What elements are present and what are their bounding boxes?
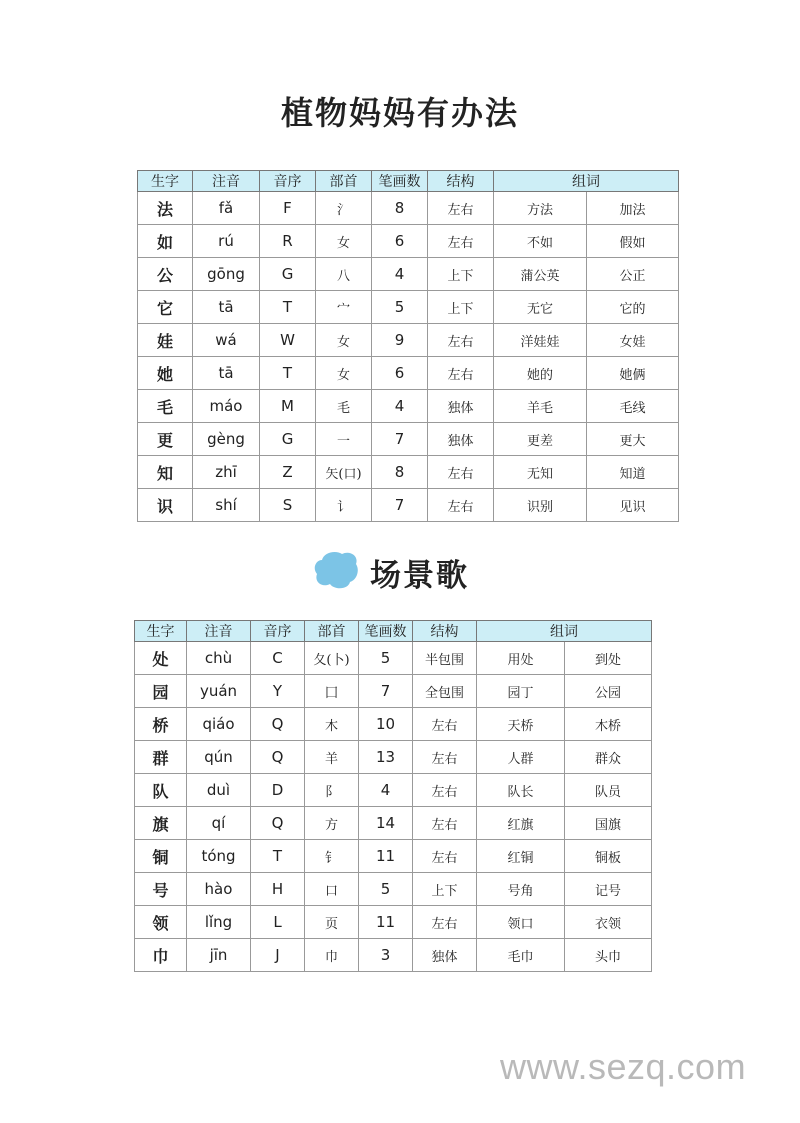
table-row bbox=[138, 192, 679, 225]
cell-char: 它 bbox=[138, 291, 193, 324]
cell-word-2: 国旗 bbox=[565, 807, 652, 840]
cell-word-2: 更大 bbox=[587, 423, 679, 456]
watermark-text: www.sezq.com bbox=[500, 1046, 747, 1087]
table-row bbox=[135, 807, 652, 840]
table-row bbox=[135, 939, 652, 972]
cell-word-1: 领口 bbox=[477, 906, 565, 939]
cell-initial: T bbox=[251, 840, 305, 873]
cell-structure: 上下 bbox=[428, 291, 494, 324]
section-2-heading bbox=[0, 548, 800, 598]
cell-char: 队 bbox=[135, 774, 187, 807]
cell-strokes: 7 bbox=[372, 489, 428, 522]
cell-word-1: 更差 bbox=[494, 423, 587, 456]
cell-strokes: 7 bbox=[372, 423, 428, 456]
cell-pinyin: qiáo bbox=[187, 708, 251, 741]
cell-radical: 方 bbox=[305, 807, 359, 840]
cell-word-1: 识别 bbox=[494, 489, 587, 522]
lesson-title-1: 植物妈妈有办法 bbox=[280, 94, 519, 132]
cell-structure: 独体 bbox=[428, 423, 494, 456]
cell-radical: 钅 bbox=[305, 840, 359, 873]
cell-char: 巾 bbox=[135, 939, 187, 972]
cell-word-2: 公正 bbox=[587, 258, 679, 291]
cell-char: 更 bbox=[138, 423, 193, 456]
cell-pinyin: qún bbox=[187, 741, 251, 774]
cell-initial: Y bbox=[251, 675, 305, 708]
cell-char: 桥 bbox=[135, 708, 187, 741]
cell-word-1: 蒲公英 bbox=[494, 258, 587, 291]
cell-strokes: 4 bbox=[372, 258, 428, 291]
header-words: 组词 bbox=[494, 171, 679, 192]
cell-strokes: 14 bbox=[359, 807, 413, 840]
cell-initial: Q bbox=[251, 741, 305, 774]
cell-pinyin: yuán bbox=[187, 675, 251, 708]
cell-word-1: 她的 bbox=[494, 357, 587, 390]
cell-initial: C bbox=[251, 642, 305, 675]
cell-word-2: 到处 bbox=[565, 642, 652, 675]
cell-radical: 羊 bbox=[305, 741, 359, 774]
table-header-row bbox=[135, 621, 652, 642]
cell-strokes: 11 bbox=[359, 906, 413, 939]
header-initial: 音序 bbox=[251, 621, 305, 642]
cell-initial: Z bbox=[260, 456, 316, 489]
cell-word-1: 红旗 bbox=[477, 807, 565, 840]
cell-word-2: 公园 bbox=[565, 675, 652, 708]
cell-radical: 页 bbox=[305, 906, 359, 939]
cell-word-2: 头巾 bbox=[565, 939, 652, 972]
cell-strokes: 10 bbox=[359, 708, 413, 741]
table-row bbox=[138, 456, 679, 489]
cell-strokes: 8 bbox=[372, 192, 428, 225]
cell-word-2: 衣领 bbox=[565, 906, 652, 939]
cell-word-2: 群众 bbox=[565, 741, 652, 774]
cell-structure: 左右 bbox=[413, 840, 477, 873]
table-row bbox=[135, 873, 652, 906]
cell-char: 领 bbox=[135, 906, 187, 939]
cell-radical: 毛 bbox=[316, 390, 372, 423]
cell-pinyin: duì bbox=[187, 774, 251, 807]
table-row bbox=[135, 642, 652, 675]
cell-initial: Q bbox=[251, 807, 305, 840]
header-strokes: 笔画数 bbox=[359, 621, 413, 642]
cell-char: 号 bbox=[135, 873, 187, 906]
cell-strokes: 8 bbox=[372, 456, 428, 489]
cell-radical: 女 bbox=[316, 225, 372, 258]
table-row bbox=[138, 291, 679, 324]
cell-word-1: 无知 bbox=[494, 456, 587, 489]
cell-word-2: 她俩 bbox=[587, 357, 679, 390]
cell-radical: 一 bbox=[316, 423, 372, 456]
cell-radical: 宀 bbox=[316, 291, 372, 324]
cell-radical: 矢(口) bbox=[316, 456, 372, 489]
cell-pinyin: lǐng bbox=[187, 906, 251, 939]
cell-pinyin: gōng bbox=[193, 258, 260, 291]
cell-char: 铜 bbox=[135, 840, 187, 873]
cell-strokes: 7 bbox=[359, 675, 413, 708]
cell-structure: 左右 bbox=[428, 456, 494, 489]
cell-initial: G bbox=[260, 258, 316, 291]
table-row bbox=[138, 225, 679, 258]
cell-strokes: 4 bbox=[372, 390, 428, 423]
cell-pinyin: rú bbox=[193, 225, 260, 258]
cell-initial: J bbox=[251, 939, 305, 972]
cell-radical: 八 bbox=[316, 258, 372, 291]
cell-pinyin: tā bbox=[193, 291, 260, 324]
cell-strokes: 13 bbox=[359, 741, 413, 774]
cell-word-2: 它的 bbox=[587, 291, 679, 324]
table-row bbox=[138, 423, 679, 456]
header-structure: 结构 bbox=[428, 171, 494, 192]
cell-structure: 左右 bbox=[428, 192, 494, 225]
cell-word-2: 毛线 bbox=[587, 390, 679, 423]
cell-word-2: 见识 bbox=[587, 489, 679, 522]
cell-structure: 左右 bbox=[413, 741, 477, 774]
table-row bbox=[135, 840, 652, 873]
cell-word-1: 洋娃娃 bbox=[494, 324, 587, 357]
cell-radical: 木 bbox=[305, 708, 359, 741]
table-row bbox=[135, 675, 652, 708]
cell-initial: Q bbox=[251, 708, 305, 741]
header-pinyin: 注音 bbox=[187, 621, 251, 642]
cell-initial: G bbox=[260, 423, 316, 456]
cell-pinyin: wá bbox=[193, 324, 260, 357]
cell-char: 园 bbox=[135, 675, 187, 708]
character-table-1 bbox=[137, 170, 679, 522]
cell-word-2: 铜板 bbox=[565, 840, 652, 873]
table-row bbox=[138, 258, 679, 291]
cell-initial: R bbox=[260, 225, 316, 258]
cell-pinyin: zhī bbox=[193, 456, 260, 489]
cell-char: 旗 bbox=[135, 807, 187, 840]
cell-structure: 上下 bbox=[428, 258, 494, 291]
header-char: 生字 bbox=[138, 171, 193, 192]
cell-strokes: 3 bbox=[359, 939, 413, 972]
cell-radical: 囗 bbox=[305, 675, 359, 708]
lesson-title-2: 场景歌 bbox=[370, 558, 469, 594]
cell-radical: 巾 bbox=[305, 939, 359, 972]
cell-pinyin: máo bbox=[193, 390, 260, 423]
cell-word-2: 加法 bbox=[587, 192, 679, 225]
cell-initial: D bbox=[251, 774, 305, 807]
header-pinyin: 注音 bbox=[193, 171, 260, 192]
cell-structure: 左右 bbox=[428, 357, 494, 390]
cell-char: 毛 bbox=[138, 390, 193, 423]
cell-pinyin: jīn bbox=[187, 939, 251, 972]
cell-word-1: 无它 bbox=[494, 291, 587, 324]
cell-pinyin: tóng bbox=[187, 840, 251, 873]
cell-word-1: 号角 bbox=[477, 873, 565, 906]
cell-initial: F bbox=[260, 192, 316, 225]
cell-word-1: 人群 bbox=[477, 741, 565, 774]
cell-word-2: 记号 bbox=[565, 873, 652, 906]
cell-initial: M bbox=[260, 390, 316, 423]
cell-pinyin: hào bbox=[187, 873, 251, 906]
header-char: 生字 bbox=[135, 621, 187, 642]
cell-structure: 左右 bbox=[428, 489, 494, 522]
cell-structure: 独体 bbox=[428, 390, 494, 423]
cell-structure: 左右 bbox=[428, 324, 494, 357]
cell-radical: 阝 bbox=[305, 774, 359, 807]
cell-pinyin: tā bbox=[193, 357, 260, 390]
character-table-2 bbox=[134, 620, 652, 972]
table-row bbox=[138, 357, 679, 390]
cell-structure: 全包围 bbox=[413, 675, 477, 708]
table-row bbox=[135, 741, 652, 774]
cell-radical: 女 bbox=[316, 324, 372, 357]
cell-char: 她 bbox=[138, 357, 193, 390]
cell-strokes: 11 bbox=[359, 840, 413, 873]
cell-word-2: 木桥 bbox=[565, 708, 652, 741]
cell-structure: 半包围 bbox=[413, 642, 477, 675]
cell-radical: 讠 bbox=[316, 489, 372, 522]
cell-char: 法 bbox=[138, 192, 193, 225]
table-row bbox=[138, 489, 679, 522]
cell-char: 处 bbox=[135, 642, 187, 675]
cell-radical: 夂(卜) bbox=[305, 642, 359, 675]
cell-word-2: 队员 bbox=[565, 774, 652, 807]
cell-pinyin: chù bbox=[187, 642, 251, 675]
cell-word-1: 不如 bbox=[494, 225, 587, 258]
table-row bbox=[135, 708, 652, 741]
cell-char: 娃 bbox=[138, 324, 193, 357]
cell-structure: 上下 bbox=[413, 873, 477, 906]
cell-initial: L bbox=[251, 906, 305, 939]
cell-char: 识 bbox=[138, 489, 193, 522]
cell-radical: 女 bbox=[316, 357, 372, 390]
header-initial: 音序 bbox=[260, 171, 316, 192]
cell-word-1: 队长 bbox=[477, 774, 565, 807]
cell-word-1: 红铜 bbox=[477, 840, 565, 873]
cell-strokes: 6 bbox=[372, 225, 428, 258]
cell-pinyin: fǎ bbox=[193, 192, 260, 225]
cell-structure: 独体 bbox=[413, 939, 477, 972]
cell-pinyin: qí bbox=[187, 807, 251, 840]
cell-initial: H bbox=[251, 873, 305, 906]
cell-word-2: 假如 bbox=[587, 225, 679, 258]
table-row bbox=[138, 324, 679, 357]
header-strokes: 笔画数 bbox=[372, 171, 428, 192]
cell-radical: 氵 bbox=[316, 192, 372, 225]
cell-structure: 左右 bbox=[413, 807, 477, 840]
cell-word-1: 天桥 bbox=[477, 708, 565, 741]
cell-strokes: 5 bbox=[359, 642, 413, 675]
cell-initial: T bbox=[260, 291, 316, 324]
cell-pinyin: gèng bbox=[193, 423, 260, 456]
cell-strokes: 5 bbox=[372, 291, 428, 324]
cell-word-2: 女娃 bbox=[587, 324, 679, 357]
table-header-row bbox=[138, 171, 679, 192]
cell-word-1: 用处 bbox=[477, 642, 565, 675]
cell-word-1: 羊毛 bbox=[494, 390, 587, 423]
header-words: 组词 bbox=[477, 621, 652, 642]
cell-structure: 左右 bbox=[428, 225, 494, 258]
cell-char: 知 bbox=[138, 456, 193, 489]
cell-char: 群 bbox=[135, 741, 187, 774]
cell-initial: T bbox=[260, 357, 316, 390]
cell-structure: 左右 bbox=[413, 906, 477, 939]
cell-strokes: 9 bbox=[372, 324, 428, 357]
cloud-blob-icon bbox=[314, 550, 360, 590]
table-row bbox=[135, 906, 652, 939]
cell-word-2: 知道 bbox=[587, 456, 679, 489]
cell-initial: W bbox=[260, 324, 316, 357]
header-radical: 部首 bbox=[316, 171, 372, 192]
header-radical: 部首 bbox=[305, 621, 359, 642]
cell-char: 如 bbox=[138, 225, 193, 258]
table-row bbox=[135, 774, 652, 807]
cell-radical: 口 bbox=[305, 873, 359, 906]
cell-pinyin: shí bbox=[193, 489, 260, 522]
cell-word-1: 毛巾 bbox=[477, 939, 565, 972]
cell-initial: S bbox=[260, 489, 316, 522]
cell-strokes: 5 bbox=[359, 873, 413, 906]
header-structure: 结构 bbox=[413, 621, 477, 642]
cell-strokes: 6 bbox=[372, 357, 428, 390]
table-row bbox=[138, 390, 679, 423]
cell-word-1: 方法 bbox=[494, 192, 587, 225]
cell-strokes: 4 bbox=[359, 774, 413, 807]
cell-structure: 左右 bbox=[413, 708, 477, 741]
cell-word-1: 园丁 bbox=[477, 675, 565, 708]
cell-structure: 左右 bbox=[413, 774, 477, 807]
cell-char: 公 bbox=[138, 258, 193, 291]
